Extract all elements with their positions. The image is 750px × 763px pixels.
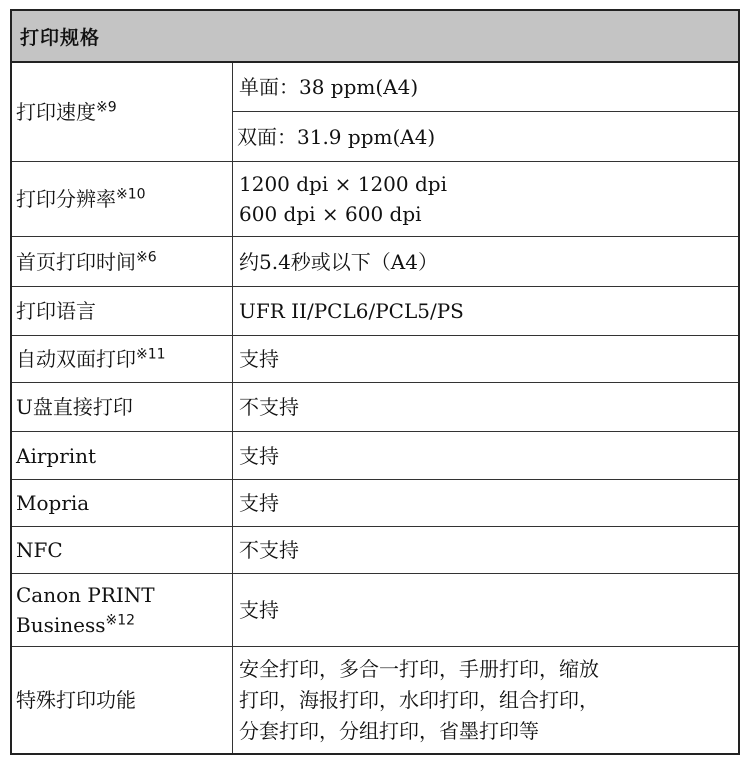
spec-label <box>12 336 233 383</box>
spec-label: U盘直接打印 <box>12 383 233 432</box>
spec-value: 约5.4秒或以下（A4） <box>233 237 739 287</box>
value-line: 分套打印，分组打印，省墨打印等 <box>239 718 539 743</box>
table-row <box>12 287 738 336</box>
label-line: Canon PRINT <box>16 583 155 607</box>
spec-value: 不支持 <box>233 527 739 574</box>
spec-label: NFC <box>12 527 233 574</box>
spec-value: 双面：31.9 ppm(A4) <box>233 112 739 162</box>
table-row <box>12 432 738 480</box>
spec-label: Mopria <box>12 480 233 527</box>
spec-value: 支持 <box>233 480 739 527</box>
spec-table <box>12 63 738 753</box>
footnote-mark: ※6 <box>136 248 157 265</box>
table-row <box>12 527 738 574</box>
table-row <box>12 63 738 112</box>
spec-label <box>12 237 233 287</box>
spec-value: 支持 <box>233 432 739 480</box>
label-text: 自动双面打印 <box>16 347 136 371</box>
spec-value <box>233 162 739 237</box>
value-line: 安全打印，多合一打印，手册打印，缩放 <box>239 656 599 681</box>
spec-label <box>12 574 233 647</box>
table-row <box>12 162 738 237</box>
print-spec-table <box>10 9 740 755</box>
value-line: 1200 dpi × 1200 dpi <box>239 172 447 196</box>
footnote-mark: ※9 <box>96 99 117 116</box>
table-title: 打印规格 <box>12 11 738 63</box>
spec-value: UFR II/PCL6/PCL5/PS <box>233 287 739 336</box>
spec-value <box>233 647 739 754</box>
spec-label <box>12 162 233 237</box>
value-line: 600 dpi × 600 dpi <box>239 202 422 226</box>
footnote-mark: ※12 <box>105 612 136 629</box>
footnote-mark: ※10 <box>116 186 146 203</box>
spec-label: 打印语言 <box>12 287 233 336</box>
table-row <box>12 336 738 383</box>
table-row <box>12 383 738 432</box>
label-line <box>16 610 226 640</box>
table-row <box>12 574 738 647</box>
label-text: 打印速度 <box>16 100 96 124</box>
spec-label: Airprint <box>12 432 233 480</box>
footnote-mark: ※11 <box>136 346 166 363</box>
label-text: 打印分辨率 <box>16 187 116 211</box>
spec-value: 不支持 <box>233 383 739 432</box>
table-row <box>12 237 738 287</box>
spec-value: 单面：38 ppm(A4) <box>233 63 739 112</box>
table-row <box>12 480 738 527</box>
spec-value: 支持 <box>233 574 739 647</box>
label-text: 首页打印时间 <box>16 249 136 274</box>
label-text: Business <box>16 613 106 637</box>
table-row <box>12 647 738 754</box>
value-line: 打印，海报打印，水印打印，组合打印， <box>239 687 599 712</box>
spec-label: 特殊打印功能 <box>12 647 233 754</box>
spec-value: 支持 <box>233 336 739 383</box>
spec-label <box>12 63 233 162</box>
